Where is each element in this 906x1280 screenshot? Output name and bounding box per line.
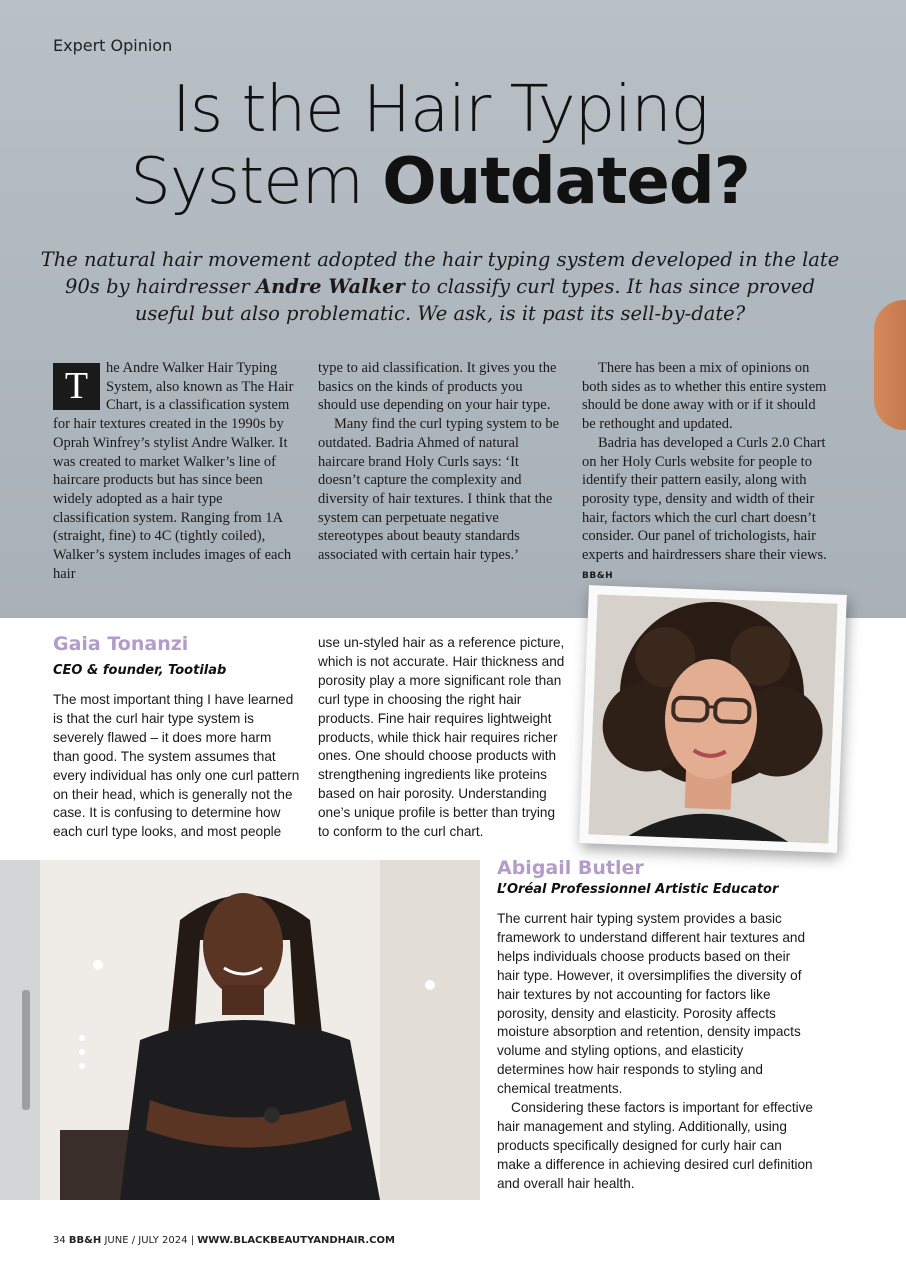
drop-cap: T (53, 363, 100, 410)
expert1-col1-text: The most important thing I have learned is that the curl hair type system is severely flawed – it does more harm than good. The system assumes that every individual has only one curl pattern on their head, which is generally not the case. It is confusing to determine how each curl type looks, and most people (53, 692, 300, 840)
intro-col3-p2: Badria has developed a Curls 2.0 Chart on her Holy Curls website for people to identify their pattern easily, along with porosity type, density and width of their hair, factors which the curl chart doesn’t consider. Our panel of trichologists, hair experts and hairdressers share their views. (582, 434, 827, 564)
expert1-col2-text: use un-styled hair as a reference picture, which is not accurate. Hair thickness and porosity play a more significant role than curl type in choosing the right hair products. Fine hair requires lightweight products, while thick hair requires richer ones. One should choose products with strengthening ingredients like proteins based on hair porosity. Understanding one’s unique profile is better than trying to conform to the curl chart. (318, 635, 565, 840)
hero-section (0, 0, 906, 618)
intro-col2-p2: Many find the curl typing system to be outdated. Badria Ahmed of natural haircare brand Holy Curls says: ‘It doesn’t capture the complexity and diversity of hair textures. I think that the system can perpetuate negative stereotypes about beauty standards associated with certain hair types.’ (318, 416, 560, 564)
standfirst-bold: Andre Walker (255, 275, 405, 298)
expert2-name: Abigail Butler (497, 857, 644, 879)
section-label: Expert Opinion (53, 36, 173, 55)
footer-brand: BB&H (68, 1235, 102, 1246)
hand-decoration (874, 300, 906, 430)
intro-column-3 (582, 359, 828, 585)
expert1-role: CEO & founder, Tootilab (53, 663, 227, 678)
expert2-p2: Considering these factors is important for effective hair management and styling. Additionally, using products specifically designed for curly hair can make a difference in achieving desired curl definition and overall hair health. (497, 1100, 813, 1191)
intro-col3-p1: There has been a mix of opinions on both sides as to whether this entire system should be done away with or if it should be rethought and updated. (582, 360, 827, 433)
headline (0, 74, 880, 218)
expert2-photo (0, 860, 480, 1200)
headline-bold: Outdated? (382, 145, 750, 219)
expert1-photo (579, 585, 847, 853)
standfirst-before: The natural hair movement adopted the hair typing system developed in the late 90s by hairdresser (40, 248, 840, 298)
intro-column-2 (318, 359, 564, 565)
expert2-role: L’Oréal Professionnel Artistic Educator (497, 882, 779, 897)
footer-issue: JUNE / JULY 2024 (104, 1235, 188, 1246)
headline-light: System (130, 145, 383, 219)
intro-col1-text: he Andre Walker Hair Typing System, also known as The Hair Chart, is a classification system for hair textures created in the 1990s by Oprah Winfrey’s stylist Andre Walker. It was created to market Walker’s line of haircare products but has since been widely adopted as a hair type classification system. Ranging from 1A (straight, fine) to 4C (tightly coiled), Walker’s system includes images of each hair (53, 360, 294, 582)
headline-line-1: Is the Hair Typing (171, 73, 709, 147)
expert2-column (497, 910, 813, 1194)
expert2-p1: The current hair typing system provides a basic framework to understand different hair textures and helps individuals choose products based on their hair type. However, it oversimplifies the diversity of hair textures by not accounting for factors like porosity, density and elasticity. Porosity affects moisture absorption and retention, density impacts volume and styling options, and elasticity determines how hair responds to styling and chemical treatments. (497, 911, 806, 1097)
footer-url: WWW.BLACKBEAUTYANDHAIR.COM (197, 1235, 395, 1246)
standfirst (40, 246, 840, 327)
standfirst-after: to classify curl types. It has since proved useful but also problematic. We ask, is it past its sell-by-date? (134, 275, 815, 325)
footer-separator: | (190, 1235, 195, 1246)
intro-col2-p1: type to aid classification. It gives you the basics on the kinds of products you should use depending on your hair type. (318, 360, 557, 414)
signoff: BB&H (582, 570, 614, 581)
portrait-curly-hair-image (588, 594, 837, 843)
expert1-name: Gaia Tonanzi (53, 633, 189, 655)
expert1-column-1 (53, 691, 301, 842)
page-footer (53, 1235, 395, 1246)
portrait-braids-image (0, 860, 480, 1200)
headline-line-2 (0, 146, 880, 218)
page-number: 34 (53, 1235, 66, 1246)
intro-column-1 (53, 359, 299, 583)
expert1-column-2 (318, 634, 566, 842)
